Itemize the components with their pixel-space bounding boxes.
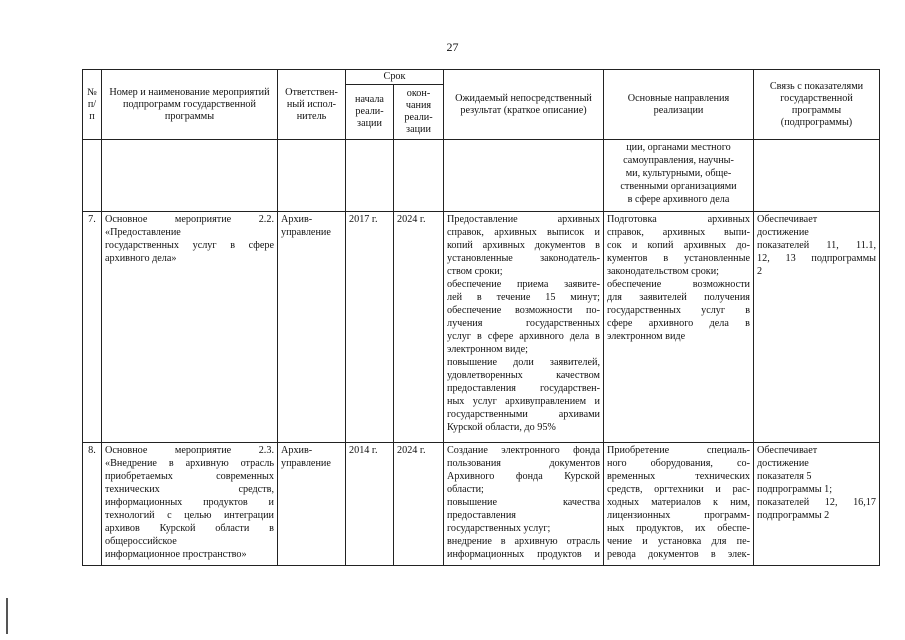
row-end: 2024 г. (394, 212, 444, 443)
text-line: Архив- (281, 445, 313, 456)
text-line: ного оборудования, со- (607, 458, 750, 469)
text-line: справок, архивных выписок и (447, 227, 600, 238)
header-row-1 (83, 70, 880, 85)
header-end: окон-чания реали-зации (394, 85, 444, 140)
text-line: лей в течение 15 минут; (447, 292, 600, 303)
text-line: ством сроки; (447, 266, 503, 277)
text-line: самоуправления, научны- (623, 155, 734, 166)
row-responsible (278, 443, 346, 566)
text-line: информационных продуктов и (447, 549, 600, 560)
row-num (83, 140, 102, 212)
text-line: Основное мероприятие 2.3. (105, 445, 274, 456)
text-line: повышение доли заявителей, (447, 357, 600, 368)
text-line: предоставления государствен- (447, 383, 600, 394)
text-line: предоставления (447, 510, 516, 521)
text-line: сфере архивного дела в (607, 318, 750, 329)
text-line: Предоставление архивных (447, 214, 600, 225)
row-link (754, 212, 880, 443)
text-line: установленные законодатель- (447, 253, 600, 264)
scan-edge-mark (6, 598, 8, 634)
text-line: «Внедрение в архивную отрасль (105, 458, 274, 469)
text-line: услуг в сфере архивного дела в (447, 331, 600, 342)
row-responsible (278, 212, 346, 443)
text-line: удовлетворенных качеством (447, 370, 600, 381)
text-line: технических средств, (105, 484, 274, 495)
text-line: обеспечение возможности (607, 279, 750, 290)
text-line: кументов в установленные (607, 253, 750, 264)
text-line: чение и установка для пе- (607, 536, 750, 547)
measures-table (82, 69, 880, 566)
text-line: 12, 13 подпрограммы (757, 253, 876, 264)
text-line: копий архивных документов в (447, 240, 600, 251)
text-line: «Предоставление (105, 227, 181, 238)
row-end: 2024 г. (394, 443, 444, 566)
table-row (83, 140, 880, 212)
header-responsible: Ответствен-ный испол-нитель (278, 70, 346, 140)
text-line: ходных материалов к ним, (607, 497, 750, 508)
text-line: подпрограммы 2 (757, 510, 830, 521)
text-line: достижение (757, 458, 809, 469)
text-line: ции, органами местного (626, 142, 731, 153)
text-line: лучения государственных (447, 318, 600, 329)
text-line: показателя 5 (757, 471, 812, 482)
text-line: информационное пространство» (105, 549, 247, 560)
text-line: Основное мероприятие 2.2. (105, 214, 274, 225)
text-line: ных продуктов, их обеспе- (607, 523, 750, 534)
text-line: законодательством сроки; (607, 266, 720, 277)
text-line: государственных услуг в сфере (105, 240, 274, 251)
header-link: Связь с показателями государственной программы (подпрограммы) (754, 70, 880, 140)
text-line: временных технических (607, 471, 750, 482)
row-start: 2017 г. (346, 212, 394, 443)
row-result (444, 212, 604, 443)
text-line: электронном виде; (447, 344, 528, 355)
text-line: подпрограммы 1; (757, 484, 833, 495)
table-row (83, 212, 880, 443)
text-line: ми, культурными, обще- (625, 168, 732, 179)
row-link (754, 443, 880, 566)
text-line: технологий с целью интеграции (105, 510, 274, 521)
page-number: 27 (446, 40, 459, 54)
header-directions: Основные направления реализации (604, 70, 754, 140)
row-result (444, 140, 604, 212)
header-start: начала реали-зации (346, 85, 394, 140)
header-result: Ожидаемый непосредственный результат (краткое описание) (444, 70, 604, 140)
text-line: государственных услуг; (447, 523, 551, 534)
text-line: ных услуг архивуправлением и (447, 396, 600, 407)
row-directions (604, 140, 754, 212)
text-line: 2 (757, 266, 763, 277)
text-line: электронном виде (607, 331, 686, 342)
text-line: Архивного фонда Курской (447, 471, 600, 482)
row-name (102, 443, 278, 566)
text-line: ревода документов в элек- (607, 549, 750, 560)
row-directions (604, 212, 754, 443)
text-line: архивов Курской области в (105, 523, 274, 534)
text-line: Приобретение специаль- (607, 445, 750, 456)
row-responsible (278, 140, 346, 212)
row-num: 7. (83, 212, 102, 443)
text-line: показателей 11, 11.1, (757, 240, 876, 251)
text-line: средств, оргтехники и рас- (607, 484, 750, 495)
text-line: государственных услуг в (607, 305, 750, 316)
text-line: внедрение в архивную отрасль (447, 536, 600, 547)
text-line: лицензионных программ- (607, 510, 750, 521)
text-line: управление (281, 227, 331, 238)
row-result (444, 443, 604, 566)
row-link (754, 140, 880, 212)
text-line: Создание электронного фонда (447, 445, 600, 456)
text-line: Подготовка архивных (607, 214, 750, 225)
text-line: обеспечение приема заявите- (447, 279, 600, 290)
row-end (394, 140, 444, 212)
text-line: архивного дела» (105, 253, 177, 264)
text-line: справок, архивных выпи- (607, 227, 750, 238)
text-line: Обеспечивает (757, 445, 818, 456)
row-name (102, 212, 278, 443)
text-line: в сфере архивного дела (627, 194, 730, 205)
text-line: области; (447, 484, 484, 495)
header-term: Срок (346, 70, 444, 85)
text-line: общероссийское (105, 536, 177, 547)
row-name (102, 140, 278, 212)
text-line: повышение качества (447, 497, 600, 508)
text-line: информационных продуктов и (105, 497, 274, 508)
text-line: управление (281, 458, 331, 469)
row-start (346, 140, 394, 212)
text-line: сок и копий архивных до- (607, 240, 750, 251)
row-num: 8. (83, 443, 102, 566)
text-line: достижение (757, 227, 809, 238)
text-line: пользования документов (447, 458, 600, 469)
row-start: 2014 г. (346, 443, 394, 566)
header-name: Номер и наименование мероприятий подпрограмм государственной программы (102, 70, 278, 140)
text-line: обеспечение возможности по- (447, 305, 600, 316)
text-line: государственными архивами (447, 409, 600, 420)
text-line: Архив- (281, 214, 313, 225)
table-row (83, 443, 880, 566)
text-line: ственными организациями (620, 181, 737, 192)
row-directions (604, 443, 754, 566)
text-line: Курской области, до 95% (447, 422, 556, 433)
text-line: показателей 12, 16,17 (757, 497, 876, 508)
text-line: Обеспечивает (757, 214, 818, 225)
text-line: приобретаемых современных (105, 471, 274, 482)
text-line: для заявителей получения (607, 292, 750, 303)
header-num: № п/п (83, 70, 102, 140)
